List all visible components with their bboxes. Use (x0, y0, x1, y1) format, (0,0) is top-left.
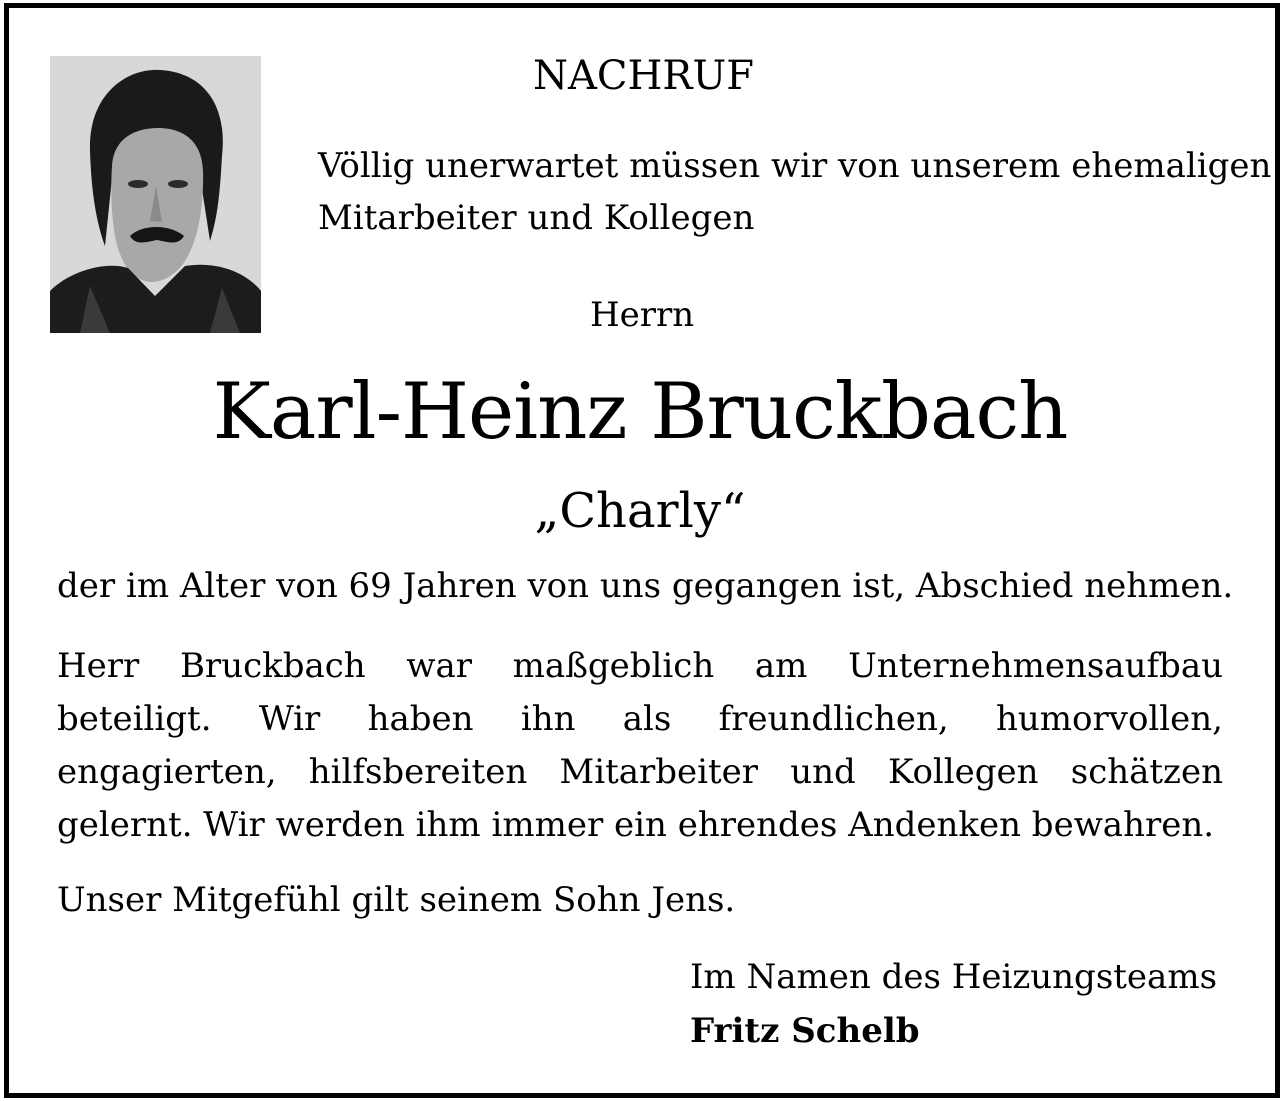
salutation: Herrn (590, 295, 695, 335)
condolence-paragraph: Unser Mitgefühl gilt seinem Sohn Jens. (57, 880, 736, 920)
portrait-photo (50, 56, 261, 333)
signature: Fritz Schelb (690, 1011, 920, 1051)
deceased-nickname: „Charly“ (534, 483, 746, 539)
deceased-name: Karl-Heinz Bruckbach (212, 367, 1068, 457)
notice-title: NACHRUF (533, 53, 754, 99)
age-paragraph: der im Alter von 69 Jahren von uns gegangen ist, Abschied nehmen. (57, 566, 1234, 606)
closing-line: Im Namen des Heizungsteams (690, 957, 1218, 997)
intro-text: Völlig unerwartet müssen wir von unserem ehemaligen Mitarbeiter und Kollegen (318, 146, 1272, 238)
tribute-paragraph: Herr Bruckbach war maßgeblich am Unternehmensaufbau beteiligt. Wir haben ihn als freundlichen, humorvollen, engagierten, hilfsbereiten Mitarbeiter und Kollegen schätzen gelernt. Wir werden ihm immer ein ehrendes Andenken bewahren. (57, 646, 1223, 845)
